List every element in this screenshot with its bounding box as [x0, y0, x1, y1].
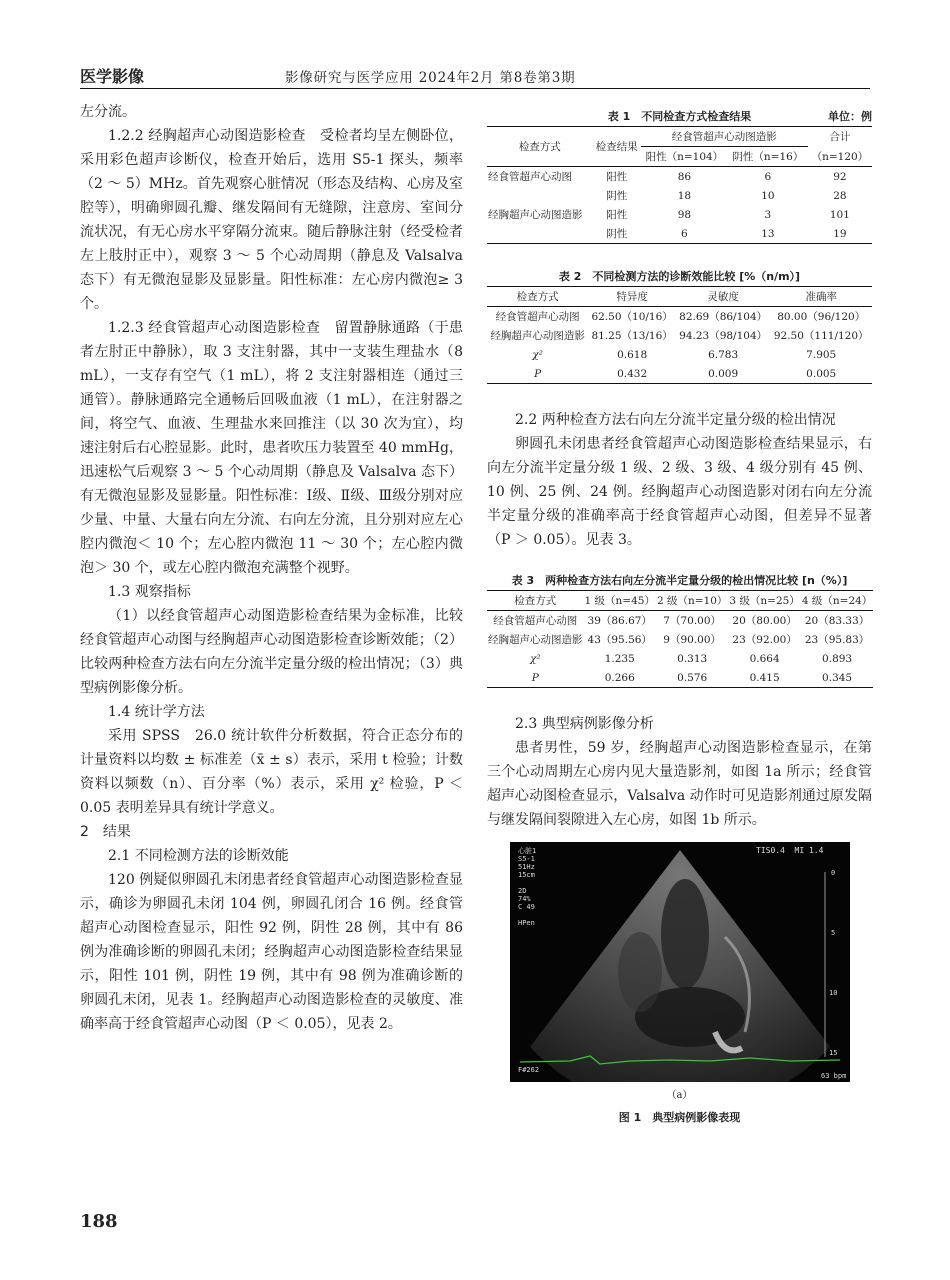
table1-unit: 单位：例: [828, 110, 872, 123]
paragraph-statistics: 采用 SPSS 26.0 统计软件分析数据，符合正态分布的计量资料以均数 ± 标准差（x̄ ± s）表示，采用 t 检验；计数资料以频数（n）、百分率（%）表示，采用 χ² 检验，P ＜ 0.05 表明差异具有统计学意义。: [80, 728, 463, 816]
table2-header: 检查方式: [487, 287, 588, 307]
table1-header: 阴性（n=16）: [728, 147, 808, 167]
ultrasound-image: [510, 842, 850, 1082]
table2-header: 灵敏度: [676, 287, 771, 307]
frame-number: F#262: [518, 1066, 540, 1074]
table-row: P 0.266 0.576 0.415 0.345: [531, 671, 853, 684]
table1-header: 阳性（n=104）: [641, 147, 728, 167]
table-row: χ² 0.618 6.783 7.905: [532, 348, 837, 361]
table1-caption: 表 1 不同检查方式检查结果 单位：例: [487, 108, 872, 126]
table3-header: 检查方式: [487, 591, 584, 611]
table-row: 经食管超声心动图 39（86.67） 7（70.00） 20（80.00） 20（83.33）: [493, 615, 870, 627]
right-column: [487, 108, 872, 1125]
page-number: 188: [80, 1211, 118, 1232]
table-row: χ² 1.235 0.313 0.664 0.893: [529, 652, 853, 665]
depth-mark: 5: [831, 929, 836, 937]
table1: [487, 126, 872, 244]
paragraph-grading: 卵圆孔未闭患者经食管超声心动图造影检查结果显示，右向左分流半定量分级 1 级、2 级、3 级、4 级分别有 45 例、10 例、25 例、24 例。经胸超声心动图造影对闭右向左分流半定量分级的准确率高于经食管超声心动图，但差异不显著（P ＞ 0.05）。见表 3。: [487, 436, 872, 548]
table3-header: 1 级（n=45）: [584, 591, 656, 611]
left-column: [80, 100, 463, 1036]
depth-mark: 10: [829, 989, 838, 997]
ultrasound-sector: [510, 842, 850, 1082]
depth-mark: 15: [829, 1049, 838, 1057]
running-header: [80, 62, 870, 89]
figure-caption: 图 1 典型病例影像表现: [618, 1111, 741, 1124]
table2-header: 特异度: [588, 287, 676, 307]
table1-header: 检查结果: [593, 127, 641, 167]
table-row: 经食管超声心动图 62.50（10/16） 82.69（86/104） 80.00（96/120）: [495, 311, 866, 323]
table-row: 经食管超声心动图 阳性 86 6 92: [488, 170, 847, 183]
table-row: 经胸超声心动图造影 81.25（13/16） 94.23（98/104） 92.50（111/120）: [490, 330, 869, 342]
ultrasound-settings-overlay: 心脏1 S5-1 51Hz 15cm 2D 74% C 49 HPen: [518, 847, 537, 927]
figure-subcaption: （a）: [666, 1090, 693, 1101]
heart-rate: 63 bpm: [821, 1072, 847, 1080]
table1-header: 经食管超声心动图造影: [641, 127, 808, 147]
table2: [487, 286, 872, 384]
table1-header: 合计: [829, 131, 851, 144]
section-heading-2: 2 结果: [80, 824, 131, 840]
section-heading-1-4: 1.4 统计学方法: [108, 704, 205, 720]
table2-header: 准确率: [770, 287, 872, 307]
section-heading-2-3: 2.3 典型病例影像分析: [515, 716, 654, 732]
issue-info: 影像研究与医学应用 2024年2月 第8卷第3期: [285, 70, 576, 86]
journal-name: 医学影像: [80, 67, 145, 86]
table3-header: 4 级（n=24）: [801, 591, 873, 611]
paragraph-case: 患者男性，59 岁，经胸超声心动图造影检查显示，在第三个心动周期左心房内见大量造影剂，如图 1a 所示；经食管超声心动图检查显示，Valsalva 动作时可见造影剂通过原发隔与继发隔间裂隙进入左心房，如图 1b 所示。: [487, 740, 872, 828]
paragraph-observation: （1）以经食管超声心动图造影检查结果为金标准，比较经食管超声心动图与经胸超声心动图造影检查诊断效能；（2）比较两种检查方法右向左分流半定量分级的检出情况；（3）典型病例影像分析。: [80, 608, 463, 696]
table-row: 阴性 6 13 19: [606, 227, 847, 240]
section-heading-1-3: 1.3 观察指标: [108, 584, 191, 600]
table-row: 阴性 18 10 28: [606, 189, 847, 202]
table1-header: （n=120）: [808, 147, 872, 167]
paragraph-results: 120 例疑似卵圆孔未闭患者经食管超声心动图造影检查显示，确诊为卵圆孔未闭 104 例，卵圆孔闭合 16 例。经食管超声心动图检查显示，阳性 92 例，阴性 28 例，其中有 86 例为准确诊断的卵圆孔未闭；经胸超声心动图造影检查结果显示，阳性 101 例，阴性 19 例，其中有 98 例为准确诊断的卵圆孔未闭，见表 1。经胸超声心动图造影检查的灵敏度、准确率高于经食管超声心动图（P ＜ 0.05），见表 2。: [80, 872, 463, 1032]
table1-header: 检查方式: [487, 127, 593, 167]
paragraph: 左分流。: [80, 104, 136, 120]
table3-caption: 表 3 两种检查方法右向左分流半定量分级的检出情况比较 [n（%）]: [511, 574, 848, 587]
table3-header: 2 级（n=10）: [656, 591, 728, 611]
table-row: P 0.432 0.009 0.005: [534, 367, 837, 380]
section-heading-2-2: 2.2 两种检查方法右向左分流半定量分级的检出情况: [515, 412, 836, 428]
table-row: 经胸超声心动图造影 阳性 98 3 101: [488, 208, 850, 221]
depth-mark: 0: [831, 869, 836, 877]
table-row: 经胸超声心动图造影 43（95.56） 9（90.00） 23（92.00） 23（95.83）: [488, 634, 870, 646]
section-heading-2-1: 2.1 不同检测方法的诊断效能: [108, 848, 289, 864]
table2-caption: 表 2 不同检测方法的诊断效能比较 [%（n/m）]: [558, 270, 801, 283]
table3-header: 3 级（n=25）: [728, 591, 800, 611]
paragraph-1-2-2: 1.2.2 经胸超声心动图造影检查 受检者均呈左侧卧位，采用彩色超声诊断仪，检查开始后，选用 S5-1 探头，频率（2 ～ 5）MHz。首先观察心脏情况（形态及结构、心房及室腔等），明确卵圆孔瓣、继发隔间有无缝隙，注意房、室间分流状况，有无心房水平穿隔分流束。随后静脉注射（经受检者左上肢肘正中），观察 3 ～ 5 个心动周期（静息及 Valsalva 态下）有无微泡显影及显影量。阳性标准：左心房内微泡≥ 3 个。: [80, 128, 463, 312]
ultrasound-index-overlay: TIS0.4 MI 1.4: [756, 846, 824, 855]
paragraph-1-2-3: 1.2.3 经食管超声心动图造影检查 留置静脉通路（于患者左肘正中静脉），取 3 支注射器，其中一支装生理盐水（8 mL），一支存有空气（1 mL），将 2 支注射器相连（通过三通管）。静脉通路完全通畅后回吸血液（1 mL），在注射器之间，将空气、血液、生理盐水来回推注（以 30 次为宜），均速注射后右心腔显影。此时，患者吹压力装置至 40 mmHg，迅速松气后观察 3 ～ 5 个心动周期（静息及 Valsalva 态下）有无微泡显影及显影量。阳性标准：Ⅰ级、Ⅱ级、Ⅲ级分别对应少量、中量、大量右向左分流、右向左分流，且分别对应左心腔内微泡＜ 10 个；左心腔内微泡 11 ～ 30 个；左心腔内微泡＞ 30 个，或左心腔内微泡充满整个视野。: [80, 320, 463, 576]
table3: [487, 590, 873, 688]
